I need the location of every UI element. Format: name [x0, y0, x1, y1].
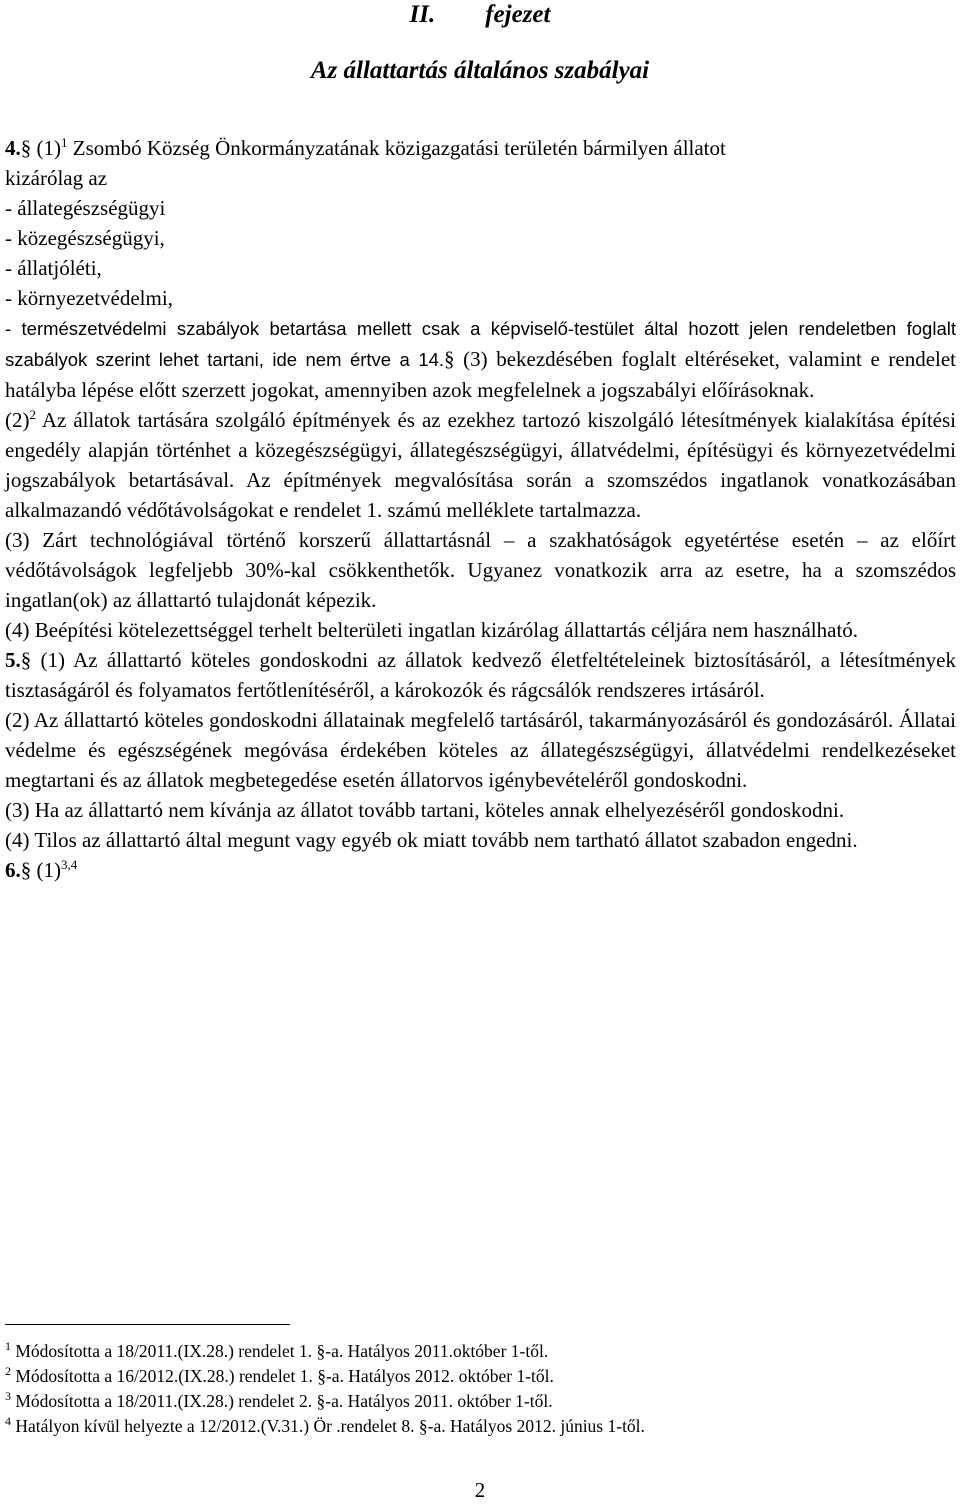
footnote-number: 4 [5, 1414, 11, 1429]
footnotes [5, 1339, 925, 1439]
art5-paragraph-2: (2) Az állattartó köteles gondoskodni állatainak megfelelő tartásáról, takarmányozásáról és gondozásáról. Állatai védelme és egészségének megóvása érdekében köteles az állategészségügyi, állatvédelmi rendelkezéseket megtartani és az állatok megbetegedése esetén állatorvos igénybevételéről gondoskodni. [5, 708, 956, 792]
section-sign: § [20, 858, 32, 882]
footnote-text: Hatályon kívül helyezte a 12/2012.(V.31.) Ör .rendelet 8. §-a. Hatályos 2012. június 1-től. [15, 1416, 645, 1436]
art4-p1-rest: (3) bekezdésében foglalt eltéréseket, valamint e rendelet hatályba lépése előtt szerzett jogokat, amennyiben azok megfelelnek a jogszabályi előírásoknak. [5, 347, 957, 402]
footnote-number: 2 [5, 1364, 11, 1379]
footnote-number: 3 [5, 1389, 11, 1404]
chapter-title: Az állattartás általános szabályai [310, 57, 650, 84]
article-4-label: 4. [5, 136, 21, 160]
footnote-ref-3-4[interactable]: 3,4 [61, 857, 78, 872]
paragraph-number: (1) [36, 858, 61, 882]
art4-p2-text: Az állatok tartására szolgáló építmények és az ezekhez tartozó kiszolgáló létesítmények kialakítása építési engedély alapján történhet a közegészségügyi, állategészségügyi, állatvédelmi, építésügyi és környezetvédelmi jogszabályok betartásával. Az építmények megvalósítása során a szomszédos ingatlanok vonatkozásában alkalmazandó védőtávolságokat e rendelet 1. számú melléklete tartalmazza. [5, 408, 957, 522]
chapter-heading [0, 0, 960, 30]
art4-paragraph-2 [5, 405, 956, 525]
section-sign: § [20, 136, 32, 160]
art4-list-item: - állatjóléti, [5, 256, 102, 280]
art4-p1-continuation [5, 313, 956, 405]
footnote-item [5, 1414, 925, 1439]
art4-paragraph-1-lead [5, 133, 956, 163]
art5-paragraph-1 [5, 645, 956, 705]
footnote-item [5, 1364, 925, 1389]
paragraph-number: (1) [36, 136, 61, 160]
art5-paragraph-4: (4) Tilos az állattartó által megunt vagy egyéb ok miatt tovább nem tartható állatot szabadon engedni. [5, 828, 858, 852]
article-5-label: 5. [5, 648, 21, 672]
footnote-divider [5, 1324, 290, 1325]
paragraph-number: (2) [5, 408, 30, 432]
footnote-text: Módosította a 18/2011.(IX.28.) rendelet 2. §-a. Hatályos 2011. október 1-től. [15, 1391, 553, 1411]
art4-list-item: - környezetvédelmi, [5, 286, 173, 310]
art4-p1-sans-text: - természetvédelmi szabályok betartása mellett csak a képviselő-testület által hozott jelen rendeletben foglalt szabályok szerint lehet tartani, ide nem értve a 14. [5, 318, 956, 370]
chapter-word: fejezet [485, 1, 551, 28]
art4-p1-text: Zsombó Község Önkormányzatának közigazgatási területén bármilyen állatot [72, 136, 726, 160]
art5-p1-text: (1) Az állattartó köteles gondoskodni az állatok kedvező életfeltételeinek biztosításáról, a létesítmények tisztaságáról és folyamatos fertőtlenítéséről, a károkozók és rágcsálók rendszeres irtásáról. [5, 648, 956, 702]
footnote-text: Módosította a 16/2012.(IX.28.) rendelet 1. §-a. Hatályos 2012. október 1-től. [15, 1366, 554, 1386]
footnote-number: 1 [5, 1339, 11, 1354]
art4-paragraph-3: (3) Zárt technológiával történő korszerű állattartásnál – a szakhatóságok egyetértése esetén – az előírt védőtávolságok legfeljebb 30%-kal csökkenthetők. Ugyanez vonatkozik arra az esetre, ha a szomszédos ingatlan(ok) az állattartó tulajdonát képezik. [5, 528, 956, 612]
document-body [5, 133, 956, 885]
footnote-ref-2[interactable]: 2 [29, 407, 36, 422]
page-number: 2 [474, 1478, 486, 1502]
article-6-label: 6. [5, 858, 21, 882]
art4-list-item: - közegészségügyi, [5, 226, 165, 250]
footnote-item [5, 1339, 925, 1364]
footnote-item [5, 1389, 925, 1414]
footnote-text: Módosította a 18/2011.(IX.28.) rendelet 1. §-a. Hatályos 2011.október 1-től. [15, 1341, 549, 1361]
section-sign: § [20, 648, 32, 672]
art6-paragraph-1 [5, 855, 956, 885]
art4-list-item: - állategészségügyi [5, 196, 166, 220]
footnote-ref-1[interactable]: 1 [61, 135, 68, 150]
art4-p1-line2: kizárólag az [5, 166, 108, 190]
art5-paragraph-3: (3) Ha az állattartó nem kívánja az állatot tovább tartani, köteles annak elhelyezéséről gondoskodni. [5, 798, 845, 822]
art4-paragraph-4: (4) Beépítési kötelezettséggel terhelt belterületi ingatlan kizárólag állattartás céljára nem használható. [5, 618, 859, 642]
section-sign: § [444, 347, 455, 371]
chapter-number: II. [409, 1, 436, 28]
